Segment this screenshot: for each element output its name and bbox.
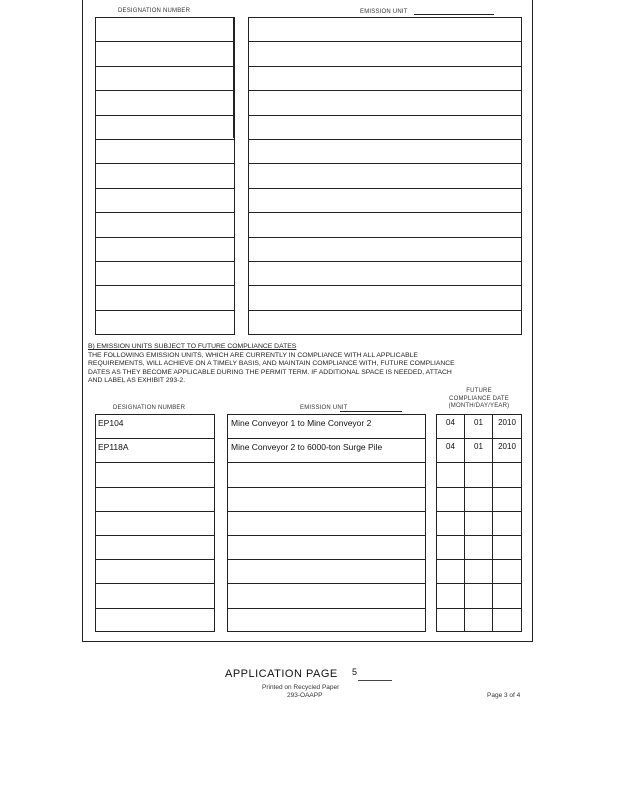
b-row-separator <box>95 559 215 560</box>
b-row-separator <box>95 608 215 609</box>
b-date-header-line-1: FUTURE <box>466 388 492 394</box>
top-row-separator <box>248 163 522 164</box>
top-row-separator <box>95 285 235 286</box>
section-b-text <box>88 343 528 386</box>
b-date-header <box>436 388 522 411</box>
b-month-cell <box>437 583 464 607</box>
b-row-separator <box>227 559 426 560</box>
b-emission-cell <box>228 487 424 511</box>
b-row-separator <box>436 487 522 488</box>
section-b-title: B) EMISSION UNITS SUBJECT TO FUTURE COMPLIANCE DATES <box>88 343 297 350</box>
page-of: Page 3 of 4 <box>487 692 521 699</box>
b-month-cell: 04 <box>446 442 455 452</box>
top-emission-cell <box>249 310 522 338</box>
b-row-separator <box>436 438 522 439</box>
top-row-separator <box>95 66 235 67</box>
b-row-separator <box>436 462 522 463</box>
top-designation-cell <box>96 310 234 338</box>
top-row-separator <box>248 90 522 91</box>
b-row-separator <box>436 535 522 536</box>
b-year-cell <box>493 487 521 511</box>
b-day-cell <box>465 559 492 583</box>
b-month-cell <box>437 511 464 535</box>
top-row-separator <box>248 188 522 189</box>
b-row-separator <box>95 462 215 463</box>
section-b-line-1: THE FOLLOWING EMISSION UNITS, WHICH ARE CURRENTLY IN COMPLIANCE WITH ALL APPLICABLE <box>88 351 418 359</box>
top-row-separator <box>95 41 235 42</box>
b-date-header-line-3: (MONTH/DAY/YEAR) <box>448 403 510 409</box>
b-designation-cell <box>96 583 214 607</box>
b-month-cell: 04 <box>446 418 455 427</box>
b-emission-cell <box>228 559 424 583</box>
b-emission-cell <box>228 535 424 559</box>
b-row-separator <box>227 511 426 512</box>
b-year-cell <box>493 535 521 559</box>
top-row-separator <box>248 139 522 140</box>
top-designation-header: DESIGNATION NUMBER <box>118 8 191 14</box>
b-day-cell <box>465 511 492 535</box>
b-year-cell: 2010 <box>498 418 516 427</box>
b-day-cell <box>465 462 492 486</box>
b-emission-cell: Mine Conveyor 1 to Mine Conveyor 2 <box>231 418 372 428</box>
b-row-separator <box>227 583 426 584</box>
b-row-separator <box>227 535 426 536</box>
b-day-cell: 01 <box>474 418 483 427</box>
top-row-separator <box>95 237 235 238</box>
top-row-separator <box>95 212 235 213</box>
section-b-line-2: REQUIREMENTS, WILL ACHIEVE ON A TIMELY BASIS, AND MAINTAIN COMPLIANCE WITH, FUTURE COMPLIANCE <box>88 360 455 368</box>
b-row-separator <box>95 535 215 536</box>
page-number-underline <box>358 680 392 681</box>
b-day-cell <box>465 608 492 632</box>
b-year-cell <box>493 462 521 486</box>
section-b-line-4: AND LABEL AS EXHIBIT 293-2. <box>88 377 186 385</box>
b-designation-header: DESIGNATION NUMBER <box>113 405 186 411</box>
top-row-separator <box>95 188 235 189</box>
b-row-separator <box>227 608 426 609</box>
top-row-separator <box>248 212 522 213</box>
form-number: 293-OAAPP <box>287 692 323 699</box>
b-month-cell <box>437 608 464 632</box>
b-row-separator <box>227 487 426 488</box>
top-row-separator <box>95 310 235 311</box>
b-designation-cell: EP104 <box>98 418 124 428</box>
b-emission-cell: Mine Conveyor 2 to 6000-ton Surge Pile <box>231 442 383 453</box>
b-day-cell <box>465 535 492 559</box>
b-designation-cell <box>96 511 214 535</box>
b-year-cell: 2010 <box>498 442 516 452</box>
section-b-line-3: DATES AS THEY BECOME APPLICABLE DURING THE PERMIT TERM. IF ADDITIONAL SPACE IS NEEDED, ATTACH <box>88 368 452 376</box>
b-designation-cell <box>96 487 214 511</box>
b-year-cell <box>493 608 521 632</box>
top-row-separator <box>248 285 522 286</box>
b-row-separator <box>95 511 215 512</box>
b-designation-cell <box>96 559 214 583</box>
b-designation-cell <box>96 462 214 486</box>
top-row-separator <box>248 41 522 42</box>
b-row-separator <box>436 583 522 584</box>
b-day-cell: 01 <box>474 442 483 452</box>
b-row-separator <box>227 438 426 439</box>
top-row-separator <box>248 237 522 238</box>
b-year-cell <box>493 559 521 583</box>
b-day-cell <box>465 583 492 607</box>
top-row-separator <box>95 261 235 262</box>
printed-on-recycled-paper: Printed on Recycled Paper <box>262 684 340 691</box>
b-emission-cell <box>228 583 424 607</box>
b-row-separator <box>95 438 215 439</box>
b-row-separator <box>436 608 522 609</box>
application-page-number: 5 <box>352 667 358 677</box>
b-designation-cell <box>96 535 214 559</box>
b-row-separator <box>436 511 522 512</box>
form-left-border <box>82 0 83 642</box>
top-emission-header: EMISSION UNIT <box>360 9 408 15</box>
b-month-cell <box>437 487 464 511</box>
top-row-separator <box>95 90 235 91</box>
top-row-separator <box>248 261 522 262</box>
b-row-separator <box>436 559 522 560</box>
top-row-separator <box>95 115 235 116</box>
b-year-cell <box>493 511 521 535</box>
top-row-separator <box>95 139 235 140</box>
application-page-label: APPLICATION PAGE <box>225 668 338 680</box>
top-row-separator <box>95 163 235 164</box>
b-date-header-line-2: COMPLIANCE DATE <box>449 395 509 402</box>
b-emission-header: EMISSION UNIT <box>300 405 348 411</box>
b-designation-cell <box>96 608 214 632</box>
b-month-cell <box>437 559 464 583</box>
b-emission-cell <box>228 608 424 632</box>
top-row-separator <box>248 115 522 116</box>
top-row-separator <box>248 66 522 67</box>
b-day-cell <box>465 487 492 511</box>
b-row-separator <box>95 487 215 488</box>
header-underline <box>414 14 494 15</box>
b-month-cell <box>437 535 464 559</box>
b-year-cell <box>493 583 521 607</box>
b-month-cell <box>437 462 464 486</box>
b-row-separator <box>227 462 426 463</box>
top-row-separator <box>248 310 522 311</box>
b-emission-header-underline <box>340 411 402 412</box>
form-right-border <box>532 0 533 642</box>
b-emission-cell <box>228 462 424 486</box>
b-designation-cell: EP118A <box>98 442 129 453</box>
b-row-separator <box>95 583 215 584</box>
form-bottom-border <box>82 641 533 642</box>
b-emission-cell <box>228 511 424 535</box>
